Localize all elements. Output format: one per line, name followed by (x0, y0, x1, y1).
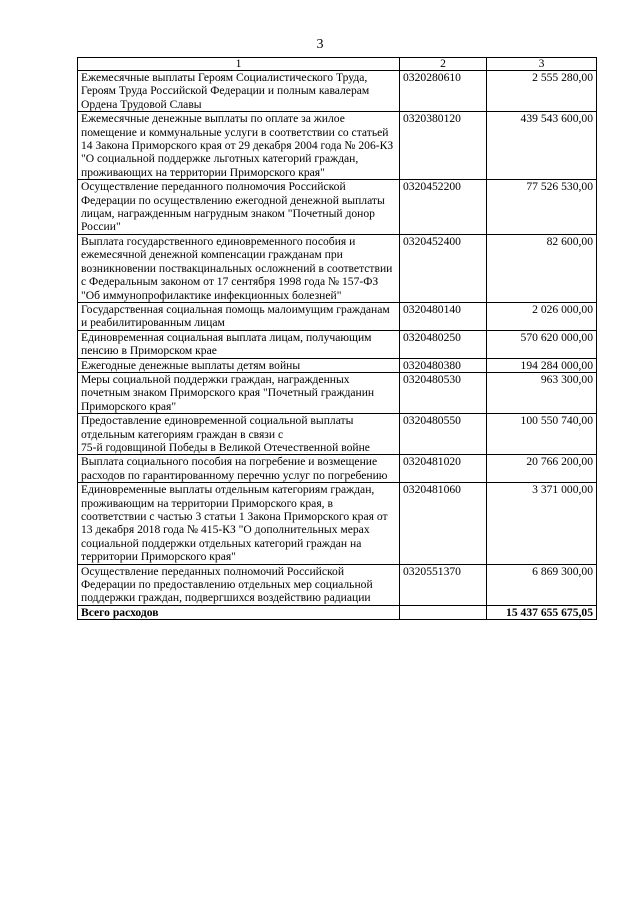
total-row (78, 605, 597, 619)
table-row (78, 71, 597, 112)
column-header-2: 2 (400, 58, 487, 71)
table-row (78, 112, 597, 180)
total-amount: 15 437 655 675,05 (487, 605, 597, 619)
page-number: 3 (316, 37, 324, 52)
row-code: 0320280610 (400, 71, 487, 112)
row-description: Единовременная социальная выплата лицам, получающим пенсию в Приморском крае (78, 330, 400, 358)
row-amount: 2 026 000,00 (487, 302, 597, 330)
total-code (400, 605, 487, 619)
row-amount: 963 300,00 (487, 372, 597, 413)
row-amount: 194 284 000,00 (487, 358, 597, 372)
row-code: 0320480380 (400, 358, 487, 372)
table-row (78, 302, 597, 330)
row-code: 0320452200 (400, 180, 487, 235)
row-description: Осуществление переданного полномочия Российской Федерации по осуществлению ежегодной денежной выплаты лицам, награжденным нагрудным знаком "Почетный донор России" (78, 180, 400, 235)
table-row (78, 180, 597, 235)
total-label: Всего расходов (78, 605, 400, 619)
row-description: Ежемесячные выплаты Героям Социалистического Труда, Героям Труда Российской Федерации и полным кавалерам Ордена Трудовой Славы (78, 71, 400, 112)
column-header-1: 1 (78, 58, 400, 71)
row-code: 0320480530 (400, 372, 487, 413)
row-code: 0320481060 (400, 483, 487, 564)
row-description: Ежегодные денежные выплаты детям войны (78, 358, 400, 372)
table-row (78, 455, 597, 483)
table-row (78, 372, 597, 413)
row-amount: 82 600,00 (487, 234, 597, 302)
row-amount: 3 371 000,00 (487, 483, 597, 564)
row-description: Выплата социального пособия на погребение и возмещение расходов по гарантированному перечню услуг по погребению (78, 455, 400, 483)
table-row (78, 483, 597, 564)
row-amount: 20 766 200,00 (487, 455, 597, 483)
row-description: Единовременные выплаты отдельным категориям граждан, проживающим на территории Приморского края, в соответствии с частью 3 статьи 1 Закона Приморского края от 13 декабря 2018 года № 415-КЗ "О дополнительных мерах социальной поддержки отдельных категорий граждан на территории Приморского края" (78, 483, 400, 564)
table-body (78, 71, 597, 620)
row-description: Осуществление переданных полномочий Российской Федерации по предоставлению отдельных мер социальной поддержки граждан, подвергшихся воздействию радиации (78, 564, 400, 605)
row-code: 0320480250 (400, 330, 487, 358)
row-code: 0320452400 (400, 234, 487, 302)
row-code: 0320380120 (400, 112, 487, 180)
table-row (78, 358, 597, 372)
row-description: Предоставление единовременной социальной выплаты отдельным категориям граждан в связи с 75-й годовщиной Победы в Великой Отечественной войне (78, 414, 400, 455)
row-description: Меры социальной поддержки граждан, награжденных почетным знаком Приморского края "Почетный гражданин Приморского края" (78, 372, 400, 413)
row-amount: 77 526 530,00 (487, 180, 597, 235)
row-amount: 100 550 740,00 (487, 414, 597, 455)
row-description: Ежемесячные денежные выплаты по оплате за жилое помещение и коммунальные услуги в соответствии со статьей 14 Закона Приморского края от 29 декабря 2004 года № 206-КЗ "О социальной поддержке льготных категорий граждан, проживающих на территории Приморского края" (78, 112, 400, 180)
expenditure-table (77, 57, 597, 620)
row-amount: 6 869 300,00 (487, 564, 597, 605)
row-description: Государственная социальная помощь малоимущим гражданам и реабилитированным лицам (78, 302, 400, 330)
row-amount: 570 620 000,00 (487, 330, 597, 358)
row-code: 0320551370 (400, 564, 487, 605)
table-row (78, 564, 597, 605)
row-code: 0320480550 (400, 414, 487, 455)
row-description: Выплата государственного единовременного пособия и ежемесячной денежной компенсации гражданам при возникновении поствакцинальных осложнений в соответствии с Федеральным законом от 17 сентября 1998 года № 157-ФЗ "Об иммунопрофилактике инфекционных болезней" (78, 234, 400, 302)
table-row (78, 330, 597, 358)
row-code: 0320480140 (400, 302, 487, 330)
row-code: 0320481020 (400, 455, 487, 483)
table-row (78, 234, 597, 302)
row-amount: 439 543 600,00 (487, 112, 597, 180)
row-amount: 2 555 280,00 (487, 71, 597, 112)
table-row (78, 414, 597, 455)
column-header-3: 3 (487, 58, 597, 71)
table-header-row (78, 58, 597, 71)
